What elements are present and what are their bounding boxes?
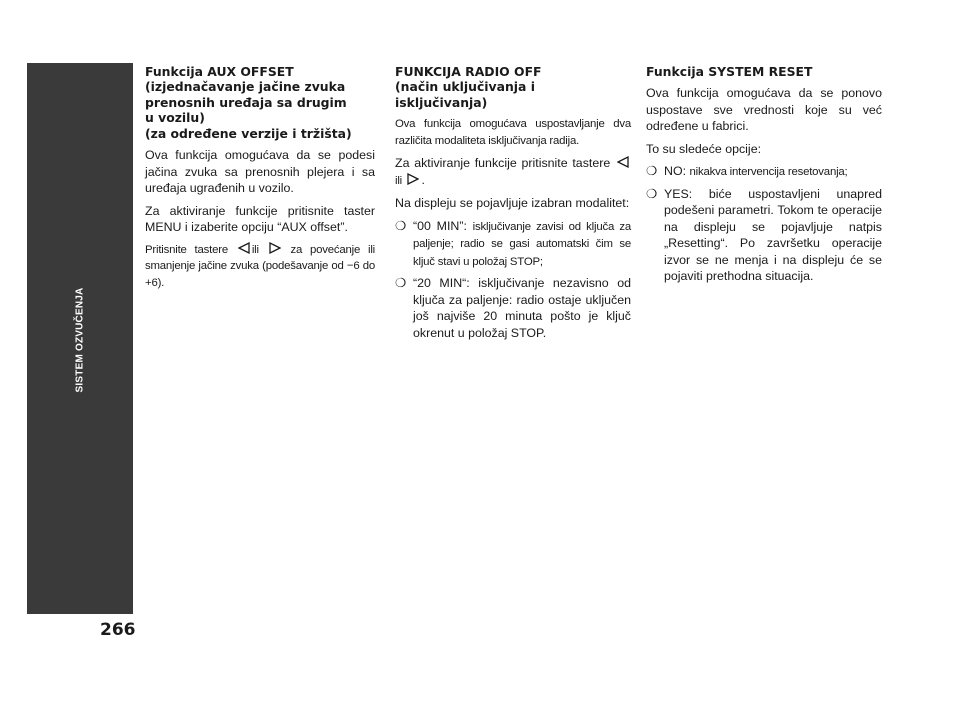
bullet-icon: ❍ [395, 276, 407, 291]
column-radio-off [395, 64, 631, 346]
paragraph: Ova funkcija omogućava da se podesi jačina zvuka sa prenosnih plejera i sa uređaja ugrađenih u vozilo. [145, 148, 375, 196]
right-arrow-icon [269, 242, 281, 254]
list-item [395, 275, 631, 341]
page-number: 266 [100, 620, 136, 640]
option-label: YES: [664, 186, 709, 201]
sidebar-label: SISTEM OZVUČENJA [74, 287, 86, 393]
option-list [395, 218, 631, 342]
text: . [421, 172, 425, 187]
heading-line: u vozilu) [145, 110, 205, 126]
option-label: “20 MIN“: [413, 276, 479, 291]
paragraph: Na displeju se pojavljuje izabran modalitet: [395, 196, 630, 211]
option-label: “00 MIN”: [413, 218, 473, 233]
list-item [395, 218, 631, 271]
heading-line: (za određene verzije i tržišta) [145, 125, 352, 141]
heading-line: prenosnih uređaja sa drugim [145, 94, 347, 110]
heading-line: Funkcija AUX OFFSET [145, 64, 294, 79]
column-aux-offset [145, 64, 375, 297]
heading-line: (izjednačavanje jačine zvuka [145, 79, 346, 95]
list-item [646, 163, 882, 181]
text: Za aktiviranje funkcije pritisnite tastere [395, 156, 611, 171]
option-list [646, 163, 882, 285]
column-system-reset [646, 64, 882, 290]
option-label: NO: [664, 164, 690, 179]
heading-line: isključivanja) [395, 94, 488, 110]
text: ili [251, 243, 259, 256]
heading-line: FUNKCIJA RADIO OFF [395, 64, 542, 79]
text: ili [395, 174, 402, 187]
option-text: isključivanje zavisi od ključa za paljenje; radio se gasi automatski čim se ključ stavi u položaj STOP; [413, 220, 631, 268]
left-arrow-icon [238, 242, 250, 254]
left-arrow-icon [617, 156, 629, 168]
paragraph: Ova funkcija omogućava uspostavljanje dva različita modaliteta isključivanja radija. [395, 118, 631, 147]
heading-aux-offset [145, 64, 375, 141]
paragraph [145, 242, 375, 292]
heading-line: Funkcija SYSTEM RESET [646, 64, 813, 79]
heading-system-reset [646, 64, 882, 79]
text: Pritisnite tastere [145, 243, 228, 256]
right-arrow-icon [407, 173, 419, 185]
bullet-icon: ❍ [646, 186, 658, 201]
list-item [646, 186, 882, 285]
option-text: biće uspostavljeni unapred podešeni parametri. Tokom te operacije na displeju se pojavljuje natpis „Resetting“. Po završetku operacije izvor se ne menja i na displeju će se pojaviti prethodna situacija. [664, 186, 882, 284]
bullet-icon: ❍ [646, 164, 658, 179]
heading-line: (način uključivanja i [395, 79, 535, 95]
text: za povećanje ili smanjenje jačine zvuka (podešavanje od −6 do +6). [145, 243, 375, 289]
paragraph: To su sledeće opcije: [646, 141, 762, 156]
paragraph: Za aktiviranje funkcije pritisnite taster MENU i izaberite opciju “AUX offset”. [145, 203, 375, 235]
heading-radio-off [395, 64, 631, 110]
paragraph [395, 155, 631, 189]
bullet-icon: ❍ [395, 218, 407, 233]
paragraph: Ova funkcija omogućava da se ponovo uspostave sve vrednosti koje su već određene u fabrici. [646, 86, 882, 134]
option-text: isključivanje nezavisno od ključa za paljenje: radio ostaje uključen još najviše 20 minuta pošto je ključ okrenut u položaj STOP. [413, 276, 631, 340]
option-text: nikakva intervencija resetovanja; [689, 166, 848, 179]
